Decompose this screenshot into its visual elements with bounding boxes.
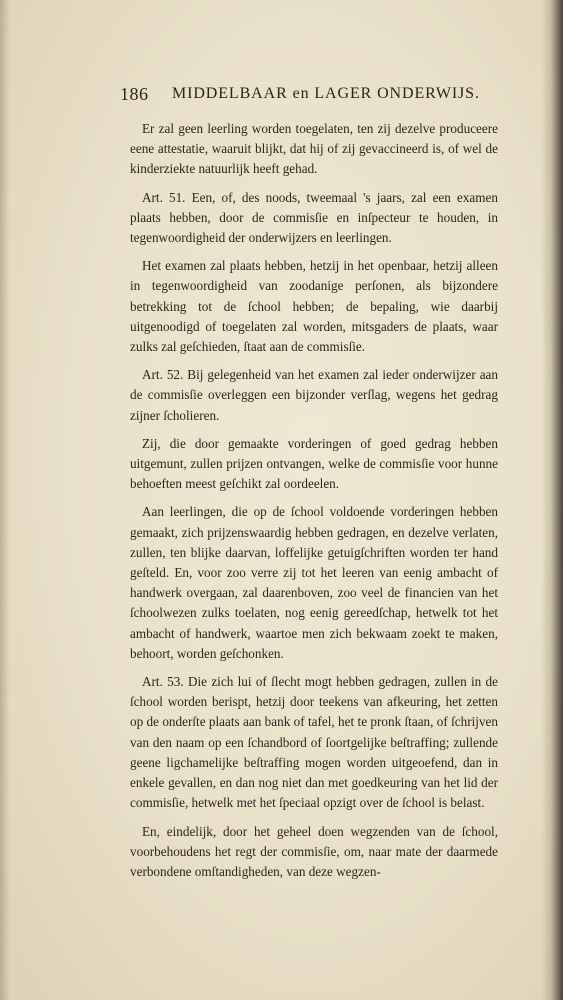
running-title: MIDDELBAAR en LAGER ONDERWIJS. [172, 85, 480, 102]
paragraph: Aan leerlingen, die op de ſchool voldoende vorderingen hebben gemaakt, zich prijzenswaardig hebben gedragen, en dezelve verlaten, zullen, ten blijke daarvan, loffelijke getuigſchriften worden ter hand geſteld. En, voor zoo verre zij tot het leeren van eenig ambacht of handwerk overgaan, zal daarenboven, zoo veel de financien van het ſchoolwezen zulks toelaten, nog eenig gereedſchap, hetwelk tot het ambacht of handwerk, waartoe men zich bekwaam zoekt te maken, behoort, worden geſchonken. [130, 504, 498, 661]
paragraph: Er zal geen leerling worden toegelaten, ten zij dezelve produceere eene attestatie, waaruit blijkt, dat hij of zij gevaccineerd is, of wel de kinderziekte natuurlijk heeft gehad. [130, 121, 498, 177]
page-header [120, 84, 490, 108]
paragraph: Art. 52. Bij gelegenheid van het examen zal ieder onderwijzer aan de commisſie overleggen een bijzonder verſlag, wegens het gedrag zijner ſcholieren. [130, 367, 498, 423]
paragraph: Art. 53. Die zich lui of ſlecht mogt hebben gedragen, zullen in de ſchool worden berispt, hetzij door teekens van afkeuring, het zetten op de onderſte plaats aan bank of tafel, het te pronk ſtaan, of ſchrijven van den naam op een ſchandbord of ſoortgelijke beſtraffing; zullende geene ligchamelijke beſtraffing mogen worden uitgeoefend, dan in enkele gevallen, en dan nog niet dan met goedkeuring van het lid der commisſie, hetwelk met het ſpeciaal opzigt over de ſchool is belast. [130, 674, 498, 811]
paragraph: Art. 51. Een, of, des noods, tweemaal 's jaars, zal een examen plaats hebben, door de commisſie en inſpecteur te houden, in tegenwoordigheid der onderwijzers en leerlingen. [130, 189, 498, 246]
page-number: 186 [120, 84, 149, 104]
spine-shadow [541, 0, 563, 1000]
body-text [130, 119, 498, 890]
paragraph: En, eindelijk, door het geheel doen wegzenden van de ſchool, voorbehoudens het regt der commisſie, om, naar mate der daarmede verbondene omſtandigheden, van deze wegzen- [130, 823, 498, 879]
paragraph: Zij, die door gemaakte vorderingen of goed gedrag hebben uitgemunt, zullen prijzen ontvangen, welke de commisſie voor hunne behoeften meest geſchikt zal oordeelen. [130, 435, 498, 492]
paragraph: Het examen zal plaats hebben, hetzij in het openbaar, hetzij alleen in tegenwoordigheid van zoodanige perſonen, als bijzondere betrekking tot de ſchool hebben; de bepaling, wie daarbij uitgenoodigd of toegelaten zal worden, mitsgaders de plaats, waar zulks zal geſchieden, ſtaat aan de commisſie. [130, 258, 498, 355]
page-left-edge [0, 0, 10, 1000]
